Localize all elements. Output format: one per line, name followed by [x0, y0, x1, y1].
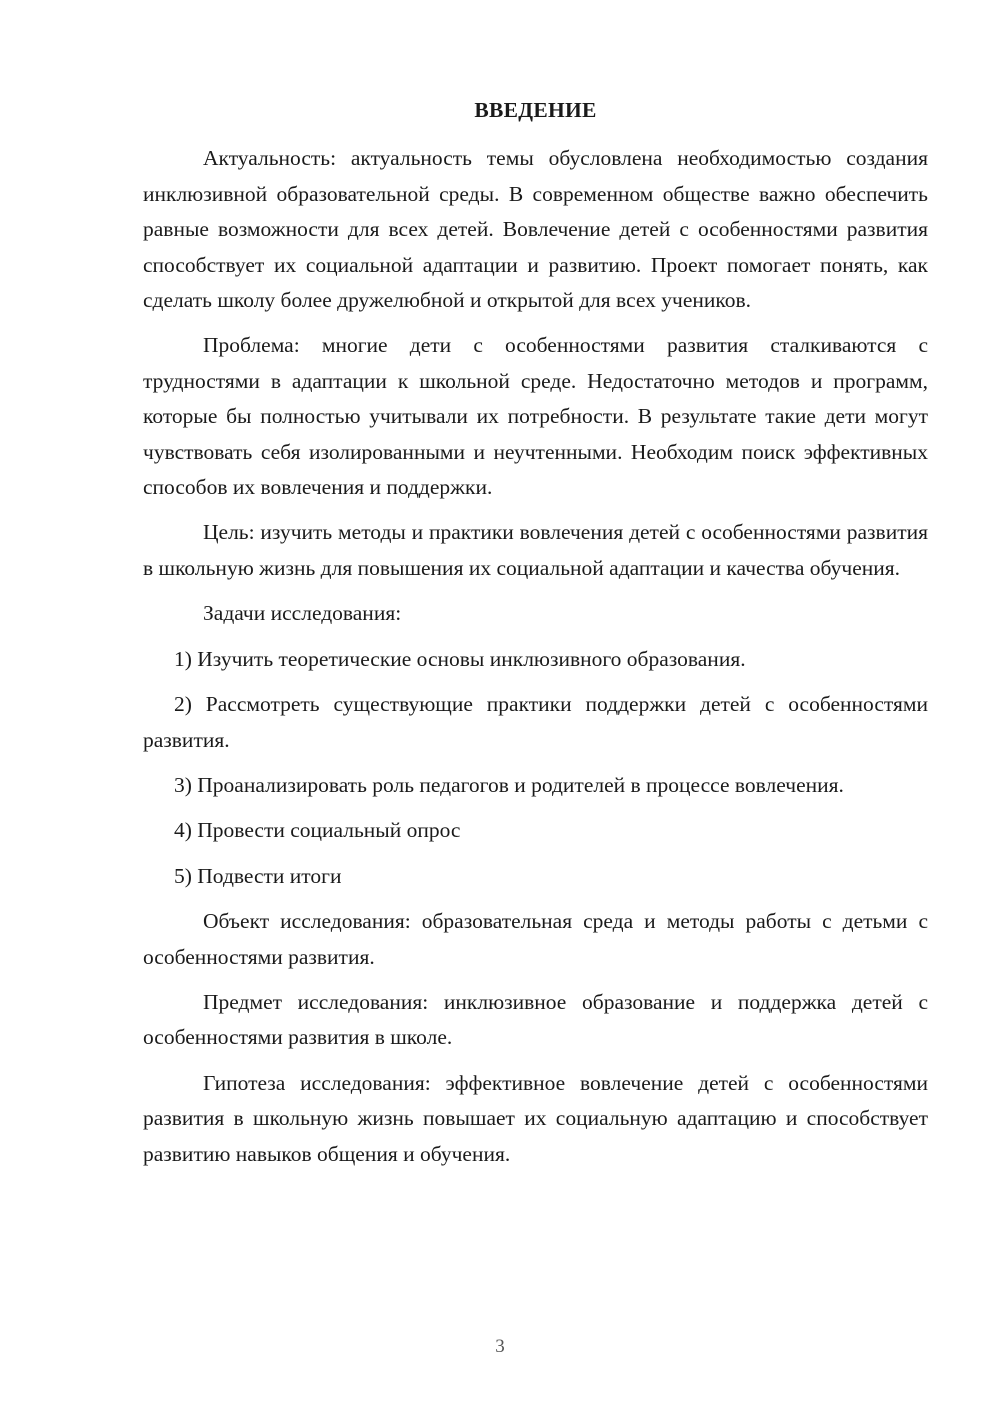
task-item-5: 5) Подвести итоги — [174, 863, 342, 888]
paragraph-problem: Проблема: многие дети с особенностями развития сталкиваются с трудностями в адаптации к школьной среде. Недостаточно методов и программ, которые бы полностью учитывали их потребности. В результате такие дети могут чувствовать себя изолированными и неучтенными. Необходим поиск эффективных способов их вовлечения и поддержки. — [143, 333, 928, 500]
task-item-4: 4) Провести социальный опрос — [174, 818, 461, 843]
paragraph-subject: Предмет исследования: инклюзивное образование и поддержка детей с особенностями развития в школе. — [143, 989, 928, 1050]
page-title: ВВЕДЕНИЕ — [474, 98, 597, 122]
paragraph-goal: Цель: изучить методы и практики вовлечения детей с особенностями развития в школьную жизнь для повышения их социальной адаптации и качества обучения. — [143, 520, 928, 580]
task-item-1: 1) Изучить теоретические основы инклюзивного образования. — [174, 646, 746, 671]
tasks-title: Задачи исследования: — [203, 601, 402, 626]
page-number: 3 — [495, 1336, 505, 1357]
paragraph-relevance: Актуальность: актуальность темы обусловлена необходимостью создания инклюзивной образовательной среды. В современном обществе важно обеспечить равные возможности для всех детей. Вовлечение детей с особенностями развития способствует их социальной адаптации и развитию. Проект помогает понять, как сделать школу более дружелюбной и открытой для всех учеников. — [143, 146, 928, 313]
document-body — [143, 93, 928, 1182]
paragraph-object: Объект исследования: образовательная среда и методы работы с детьми с особенностями развития. — [143, 909, 928, 969]
paragraph-hypothesis: Гипотеза исследования: эффективное вовлечение детей с особенностями развития в школьную жизнь повышает их социальную адаптацию и способствует развитию навыков общения и обучения. — [143, 1070, 928, 1166]
task-item-3: 3) Проанализировать роль педагогов и родителей в процессе вовлечения. — [174, 772, 844, 797]
task-item-2: 2) Рассмотреть существующие практики поддержки детей с особенностями развития. — [143, 692, 928, 752]
